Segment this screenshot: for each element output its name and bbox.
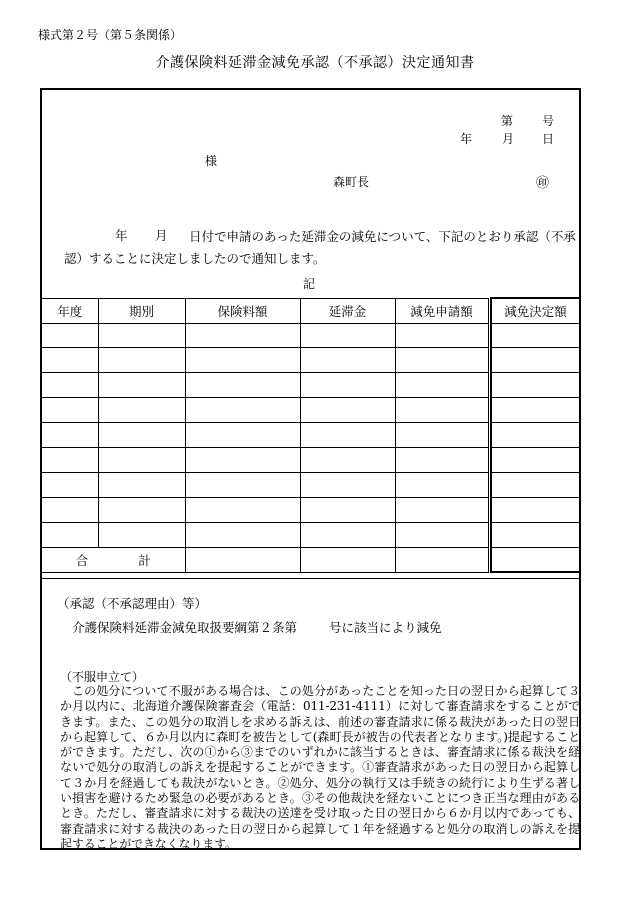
decided-amount-cell[interactable] <box>491 423 579 448</box>
table-row <box>42 348 579 373</box>
request-cell[interactable] <box>395 348 488 373</box>
total-row <box>42 547 579 572</box>
year-cell[interactable] <box>42 398 98 423</box>
request-cell[interactable] <box>395 522 488 547</box>
appeal-text: この処分について不服がある場合は、この処分があったことを知った日の翌日から起算して３か月以内に、北海道介護保険審査会（電話：011-231-4111）に対して審査請求をすることができます。また、この処分の取消しを求める訴えは、前述の審査請求に係る裁決があった日の翌日から起算して、６か月以内に森町を被告として(森町長が被告の代表者となります。)提起することができます。ただし、次の①から③までのいずれかに該当するときは、審査請求に係る裁決を経ないで処分の取消しの訴えを提起することができます。①審査請求があった日の翌日から起算して３か月を経過しても裁決がないとき。②処分、処分の執行又は手続きの続行により生ずる著しい損害を避けるため緊急の必要があるとき。③その他裁決を経ないことにつき正当な理由があるとき。ただし、審査請求に対する裁決の送達を受け取った日の翌日から６か月以内であっても、審査請求に対する裁決のあった日の翌日から起算して１年を経過すると処分の取消しの訴えを提起することができなくなります。 <box>60 684 580 851</box>
late-fee-cell[interactable] <box>300 447 395 472</box>
year-cell[interactable] <box>42 373 98 398</box>
header-request-amount: 減免申請額 <box>395 298 488 323</box>
period-cell[interactable] <box>98 472 185 497</box>
notice-text <box>64 226 584 270</box>
form-frame <box>40 88 581 850</box>
date-month-label: 月 <box>502 132 515 146</box>
total-label <box>42 547 185 572</box>
period-cell[interactable] <box>98 398 185 423</box>
table-row <box>42 497 579 522</box>
notice-year-label: 年 <box>115 228 128 243</box>
total-label-go: 合 <box>75 552 89 568</box>
decided-amount-cell[interactable] <box>491 373 579 398</box>
total-late-fee-cell[interactable] <box>300 547 395 572</box>
table-row <box>42 423 579 448</box>
sender-name: 森町長 <box>333 175 370 189</box>
period-cell[interactable] <box>98 447 185 472</box>
late-fee-cell[interactable] <box>300 323 395 348</box>
request-cell[interactable] <box>395 398 488 423</box>
total-premium-cell[interactable] <box>185 547 300 572</box>
year-cell[interactable] <box>42 323 98 348</box>
request-cell[interactable] <box>395 472 488 497</box>
header-decided-amount: 減免決定額 <box>491 298 579 323</box>
form-label: 様式第２号（第５条関係） <box>38 28 183 42</box>
year-cell[interactable] <box>42 423 98 448</box>
header-late-fee: 延滞金 <box>300 298 395 323</box>
reason-text-suffix: 号に該当により減免 <box>329 620 442 635</box>
request-cell[interactable] <box>395 423 488 448</box>
period-cell[interactable] <box>98 497 185 522</box>
decided-amount-cell[interactable] <box>491 447 579 472</box>
premium-cell[interactable] <box>185 522 300 547</box>
period-cell[interactable] <box>98 522 185 547</box>
request-cell[interactable] <box>395 447 488 472</box>
number-label-dai: 第 <box>501 114 514 128</box>
premium-cell[interactable] <box>185 323 300 348</box>
seal-mark: ㊞ <box>536 176 550 191</box>
late-fee-cell[interactable] <box>300 497 395 522</box>
recipient-suffix: 様 <box>205 154 218 168</box>
date-day-label: 日 <box>542 132 555 146</box>
ki-label: 記 <box>303 277 316 291</box>
premium-cell[interactable] <box>185 423 300 448</box>
document-title: 介護保険料延滞金減免承認（不承認）決定通知書 <box>155 55 475 71</box>
year-cell[interactable] <box>42 522 98 547</box>
period-cell[interactable] <box>98 423 185 448</box>
notice-body: 日付で申請のあった延滞金の減免について、下記のとおり承認（不承認）することに決定しましたので通知します。 <box>64 229 576 266</box>
decided-amount-cell[interactable] <box>491 522 579 547</box>
decided-amount-cell[interactable] <box>491 323 579 348</box>
request-cell[interactable] <box>395 323 488 348</box>
total-request-cell[interactable] <box>395 547 488 572</box>
notice-month-label: 月 <box>155 228 168 243</box>
year-cell[interactable] <box>42 472 98 497</box>
late-fee-cell[interactable] <box>300 522 395 547</box>
premium-cell[interactable] <box>185 447 300 472</box>
late-fee-cell[interactable] <box>300 472 395 497</box>
late-fee-cell[interactable] <box>300 398 395 423</box>
request-cell[interactable] <box>395 497 488 522</box>
header-period: 期別 <box>98 298 185 323</box>
late-fee-cell[interactable] <box>300 348 395 373</box>
period-cell[interactable] <box>98 323 185 348</box>
premium-cell[interactable] <box>185 472 300 497</box>
late-fee-cell[interactable] <box>300 423 395 448</box>
date-year-label: 年 <box>460 132 473 146</box>
table-row <box>42 522 579 547</box>
number-label-go: 号 <box>542 114 555 128</box>
year-cell[interactable] <box>42 497 98 522</box>
request-cell[interactable] <box>395 373 488 398</box>
late-fee-cell[interactable] <box>300 373 395 398</box>
premium-cell[interactable] <box>185 348 300 373</box>
table-row <box>42 447 579 472</box>
total-decided-cell[interactable] <box>491 547 579 572</box>
reason-text-prefix: 介護保険料延滞金減免取扱要綱第２条第 <box>72 620 298 635</box>
period-cell[interactable] <box>98 373 185 398</box>
reason-text <box>72 618 442 636</box>
table-row <box>42 373 579 398</box>
table-row <box>42 323 579 348</box>
appeal-heading: （不服申立て） <box>60 670 145 684</box>
premium-cell[interactable] <box>185 373 300 398</box>
total-label-kei: 計 <box>138 552 151 568</box>
header-year: 年度 <box>42 298 98 323</box>
decided-amount-cell[interactable] <box>491 348 579 373</box>
decided-amount-cell[interactable] <box>491 497 579 522</box>
premium-cell[interactable] <box>185 398 300 423</box>
premium-cell[interactable] <box>185 497 300 522</box>
reason-label: （承認（不承認理由）等） <box>57 596 208 611</box>
year-cell[interactable] <box>42 447 98 472</box>
period-cell[interactable] <box>98 348 185 373</box>
header-premium: 保険料額 <box>185 298 300 323</box>
year-cell[interactable] <box>42 348 98 373</box>
decided-amount-cell[interactable] <box>491 398 579 423</box>
table-row <box>42 398 579 423</box>
section-divider <box>42 578 579 579</box>
amounts-table <box>42 297 579 573</box>
table-row <box>42 472 579 497</box>
decided-amount-cell[interactable] <box>491 472 579 497</box>
